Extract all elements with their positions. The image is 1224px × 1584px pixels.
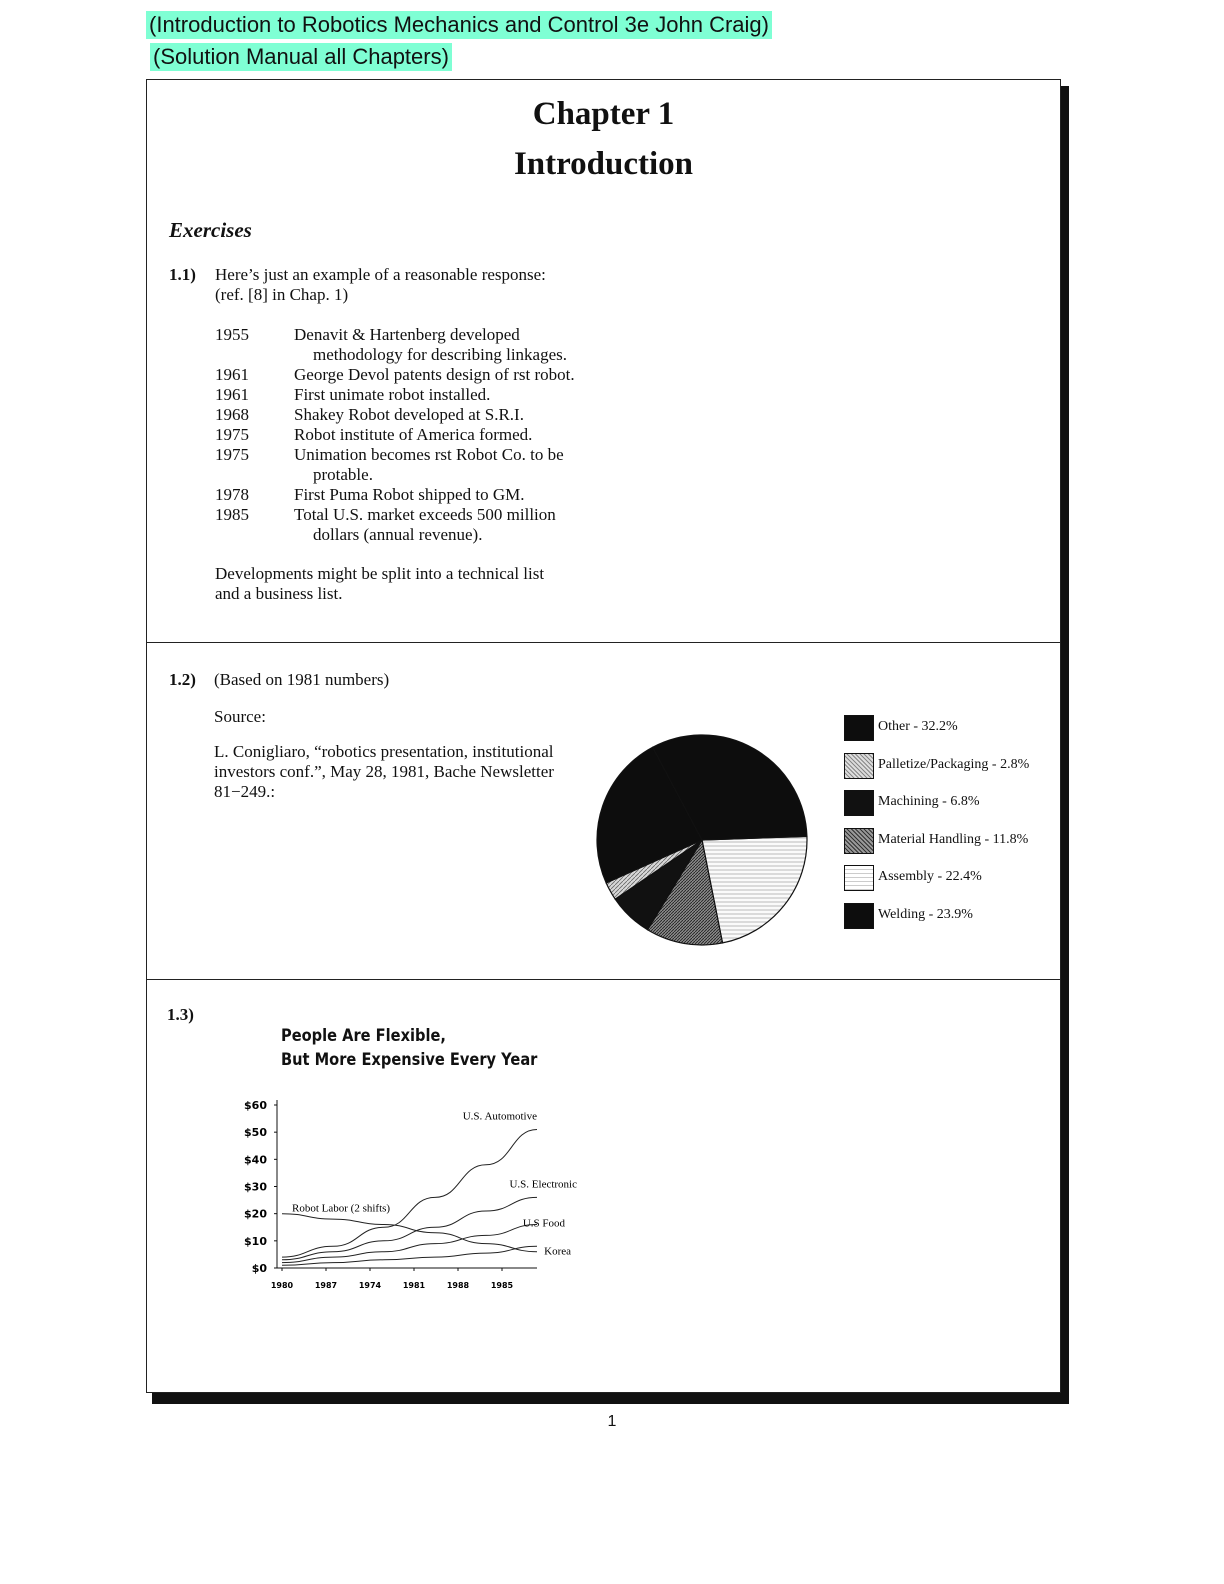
exercise-1-1-note-line2: and a business list.: [215, 584, 343, 603]
x-tick-label: 1985: [490, 1281, 514, 1290]
line-chart-title: People Are Flexible,: [281, 1026, 446, 1046]
legend-label: Assembly - 22.4%: [878, 869, 982, 884]
series-line: [282, 1246, 537, 1265]
exercise-1-1-intro: Here’s just an example of a reasonable response:: [215, 265, 546, 284]
legend-label: Other - 32.2%: [878, 719, 958, 734]
section-divider: [147, 979, 1060, 980]
timeline-year: 1975: [215, 425, 249, 444]
y-tick-label: $10: [244, 1234, 267, 1248]
legend-label: Material Handling - 11.8%: [878, 832, 1029, 847]
series-label: Robot Labor (2 shifts): [292, 1202, 391, 1215]
timeline-text: Unimation becomes rst Robot Co. to be: [294, 445, 564, 464]
timeline-year: 1975: [215, 445, 249, 464]
timeline-year: 1978: [215, 485, 249, 504]
timeline-text: Robot institute of America formed.: [294, 425, 533, 444]
timeline-text: First unimate robot installed.: [294, 385, 491, 404]
legend-swatch: [844, 715, 874, 741]
legend-label: Welding - 23.9%: [878, 907, 973, 922]
legend-swatch: [844, 790, 874, 816]
x-tick-label: 1980: [270, 1281, 294, 1290]
timeline-year: 1955: [215, 325, 249, 344]
exercise-number-1-1: 1.1): [169, 265, 196, 284]
legend-swatch: [844, 828, 874, 854]
timeline-text: First Puma Robot shipped to GM.: [294, 485, 525, 504]
y-tick-label: $30: [244, 1180, 267, 1194]
chapter-title: Introduction: [513, 146, 694, 182]
series-label: Korea: [544, 1245, 571, 1258]
y-tick-label: $60: [244, 1099, 267, 1112]
timeline-year: 1961: [215, 385, 249, 404]
y-tick-label: $40: [244, 1153, 267, 1167]
timeline-item-continuation: dollars (annual revenue).: [313, 525, 483, 544]
exercise-1-2-source-label: Source:: [214, 707, 266, 726]
chart-axes: [277, 1100, 537, 1268]
exercise-1-2-ref-line2: investors conf.”, May 28, 1981, Bache Newsletter: [214, 762, 554, 781]
exercise-1-2-ref-line1: L. Conigliaro, “robotics presentation, institutional: [214, 742, 554, 761]
y-tick-label: $20: [244, 1207, 267, 1221]
exercises-heading: Exercises: [169, 218, 252, 242]
x-tick-label: 1988: [446, 1281, 470, 1290]
x-tick-label: 1981: [402, 1281, 426, 1290]
legend-label: Machining - 6.8%: [878, 794, 980, 809]
line-chart-subtitle: But More Expensive Every Year: [281, 1050, 538, 1070]
series-line: [282, 1214, 537, 1252]
timeline-text: George Devol patents design of rst robot.: [294, 365, 575, 384]
legend-swatch: [844, 865, 874, 891]
series-label: U.S Food: [522, 1217, 565, 1230]
x-tick-label: 1974: [358, 1281, 382, 1290]
timeline-text: Total U.S. market exceeds 500 million: [294, 505, 556, 524]
y-tick-label: $0: [251, 1262, 267, 1275]
series-label: U.S. Automotive: [462, 1110, 537, 1123]
exercise-1-2-ref-line3: 81−249.:: [214, 782, 276, 801]
timeline-text: Denavit & Hartenberg developed: [294, 325, 520, 344]
section-divider: [147, 642, 1060, 643]
timeline-text: Shakey Robot developed at S.R.I.: [294, 405, 524, 424]
legend-label: Palletize/Packaging - 2.8%: [878, 757, 1030, 772]
series-line: [282, 1225, 537, 1263]
legend-swatch: [844, 753, 874, 779]
timeline-year: 1968: [215, 405, 249, 424]
solution-page-frame: [146, 79, 1061, 1393]
exercise-number-1-3: 1.3): [167, 1005, 194, 1024]
series-label: U.S. Electronic: [509, 1178, 577, 1191]
header-subtitle-highlight: (Solution Manual all Chapters): [150, 43, 452, 71]
x-tick-label: 1987: [314, 1281, 338, 1290]
exercise-number-1-2: 1.2): [169, 670, 196, 689]
timeline-list: [215, 325, 715, 555]
exercise-1-2-basis: (Based on 1981 numbers): [214, 670, 390, 689]
page-number: 1: [607, 1413, 617, 1430]
header-title-highlight: (Introduction to Robotics Mechanics and Control 3e John Craig): [146, 11, 772, 39]
timeline-year: 1961: [215, 365, 249, 384]
timeline-item-continuation: protable.: [313, 465, 373, 484]
timeline-year: 1985: [215, 505, 249, 524]
legend-swatch: [844, 903, 874, 929]
y-tick-label: $50: [244, 1126, 267, 1140]
robot-applications-pie-chart: [587, 725, 817, 955]
chapter-number: Chapter 1: [532, 96, 675, 132]
series-line: [282, 1130, 537, 1258]
exercise-1-1-ref: (ref. [8] in Chap. 1): [215, 285, 349, 304]
exercise-1-1-note-line1: Developments might be split into a technical list: [215, 564, 545, 583]
timeline-item-continuation: methodology for describing linkages.: [313, 345, 568, 364]
labor-cost-line-chart: [227, 1090, 607, 1300]
